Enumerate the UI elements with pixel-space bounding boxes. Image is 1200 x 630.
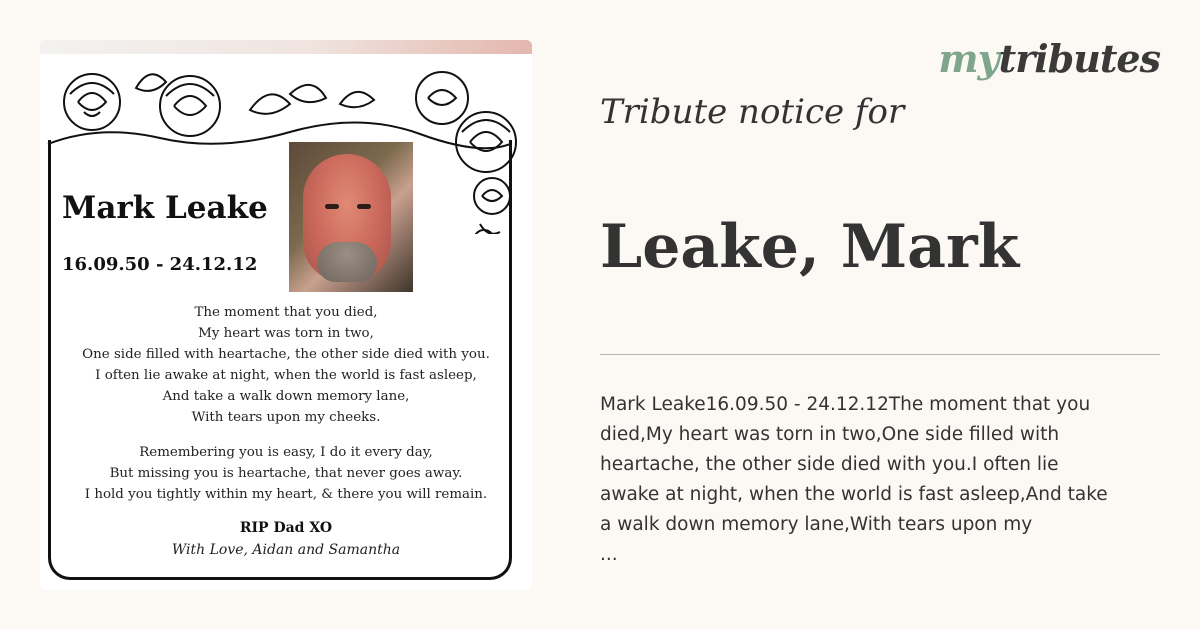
verse-stanza-1 [40,302,532,428]
tribute-notice-image [40,40,532,590]
signoff-line: With Love, Aidan and Samantha [171,542,401,558]
notice-name: Mark Leake [62,190,268,226]
excerpt-line: Mark Leake16.09.50 - 24.12.12The moment that you [600,394,1091,415]
verse-line: But missing you is heartache, that never goes away. [109,466,463,481]
portrait-beard [317,242,377,282]
portrait-photo [289,142,413,292]
tribute-excerpt [600,390,1160,570]
logo-my: my [938,36,999,81]
logo-tributes: tributes [998,36,1160,81]
excerpt-line: a walk down memory lane,With tears upon my [600,514,1033,535]
verse-line: The moment that you died, [194,305,378,320]
mytributes-logo[interactable] [938,36,1160,81]
excerpt-ellipsis: ... [600,544,618,565]
excerpt-line: heartache, the other side died with you.I often lie [600,454,1059,475]
notice-dates: 16.09.50 - 24.12.12 [62,254,258,275]
excerpt-line: awake at night, when the world is fast asleep,And take [600,484,1108,505]
verse-line: One side filled with heartache, the other side died with you. [82,347,490,362]
card-top-bar [40,40,532,54]
page-title: Leake, Mark [600,212,1020,282]
portrait-eye-right [357,204,371,209]
verse-line: I hold you tightly within my heart, & there you will remain. [84,487,488,502]
excerpt-line: died,My heart was torn in two,One side filled with [600,424,1060,445]
verse-line: I often lie awake at night, when the world is fast asleep, [95,368,477,383]
notice-sheet [40,54,532,590]
verse-line: My heart was torn in two, [198,326,374,341]
verse-line: And take a walk down memory lane, [162,389,410,404]
verse-line: Remembering you is easy, I do it every day, [139,445,433,460]
portrait-eye-left [325,204,339,209]
rip-line: RIP Dad XO [239,520,333,536]
verse-stanza-2 [40,442,532,505]
verse-line: With tears upon my cheeks. [191,410,381,425]
divider [600,354,1160,355]
tribute-kicker: Tribute notice for [600,92,905,132]
